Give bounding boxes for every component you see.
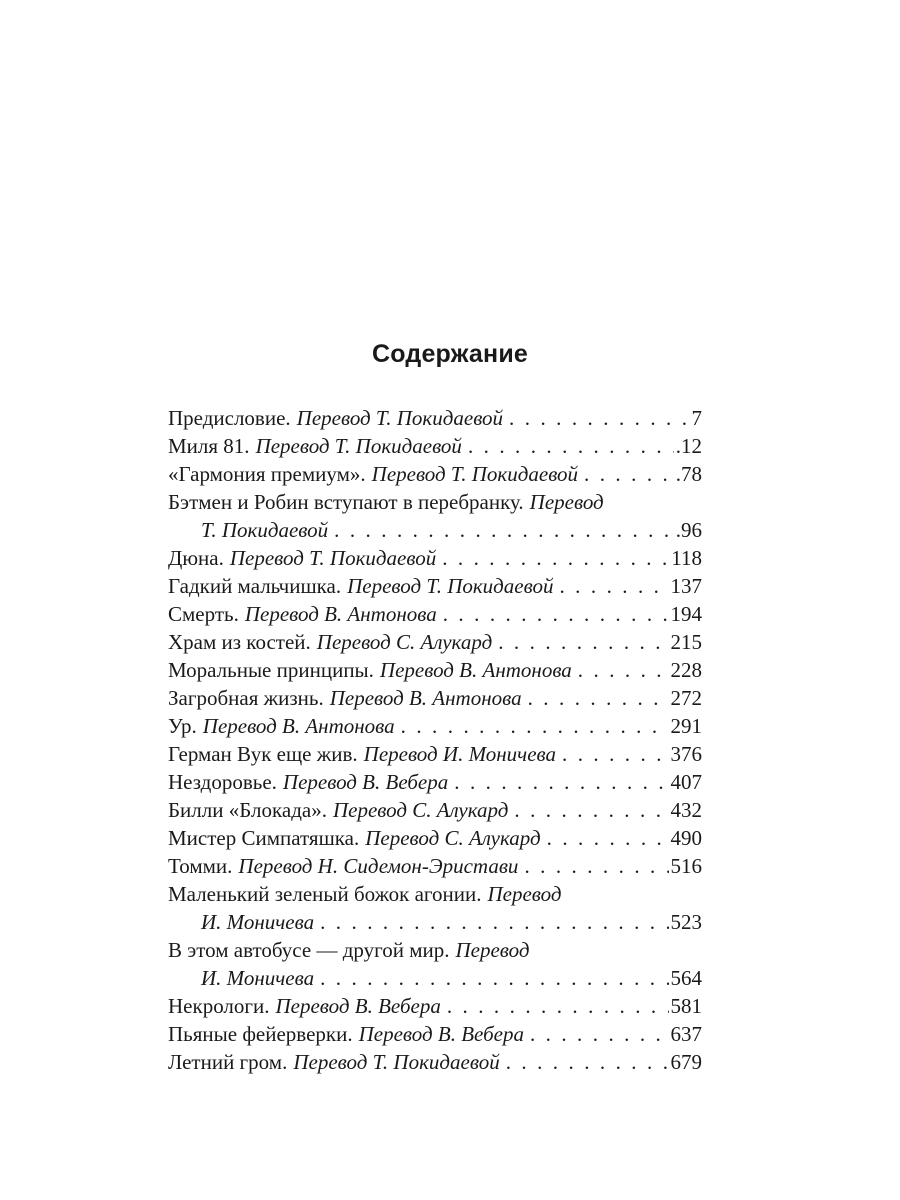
dot-leader [320,908,668,936]
toc-entry [168,712,702,740]
toc-entry-page: 7 [691,406,702,430]
toc-entry-title: «Гармония премиум». [168,462,366,486]
toc-entry-page: 490 [670,826,702,850]
toc-entry-translator: Перевод В. Антонова [202,714,395,738]
toc-entry [168,740,702,768]
toc-entry-title: Миля 81. [168,434,250,458]
toc-entry-page: 564 [670,966,702,990]
dot-leader [443,600,669,628]
dot-leader [584,460,674,488]
toc-entry-continuation [168,516,702,544]
dot-leader [401,712,669,740]
toc-entry-page: 118 [671,546,702,570]
toc-entry-translator: Перевод И. Моничева [363,742,556,766]
dot-leader [514,796,668,824]
toc-entry-translator: Перевод В. Антонова [244,602,437,626]
toc-entry-translator: Перевод [455,938,530,962]
toc-entry-page: 215 [670,630,702,654]
toc-entry-translator: Перевод В. Вебера [358,1022,524,1046]
toc-entry [168,684,702,712]
toc-entry-title: Бэтмен и Робин вступают в перебранку. [168,490,524,514]
toc-entry-page: 194 [670,602,702,626]
dot-leader [468,432,674,460]
toc-entry [168,852,702,880]
toc-entry-translator: Перевод С. Алукард [316,630,493,654]
toc-entry-translator: Перевод [487,882,562,906]
toc-entry [168,824,702,852]
toc-entry-translator: Перевод Т. Покидаевой [255,434,462,458]
toc-entry-page: 516 [670,854,702,878]
dot-leader [578,656,669,684]
toc-entry-translator: Перевод Т. Покидаевой [229,546,437,570]
toc-entry-translator-continued: И. Моничева [201,910,315,934]
toc-entry-page: 137 [670,574,702,598]
toc-entry-translator: Перевод С. Алукард [365,826,541,850]
toc-entry [168,572,702,600]
toc-entry-page: .78 [675,462,702,486]
toc-entry-translator: Перевод В. Вебера [275,994,441,1018]
toc-entry [168,936,702,964]
toc-entry-translator: Перевод Т. Покидаевой [371,462,579,486]
toc-entry [168,404,702,432]
dot-leader [562,740,669,768]
toc-entry-title: Пьяные фейерверки. [168,1022,353,1046]
toc-entry-translator: Перевод В. Вебера [282,770,449,794]
toc-entry-translator: Перевод Н. Сидемон-Эристави [238,854,519,878]
toc-entry-title: Гадкий мальчишка. [168,574,342,598]
toc-entry [168,460,702,488]
dot-leader [547,824,669,852]
dot-leader [528,684,669,712]
dot-leader [442,544,669,572]
dot-leader [498,628,668,656]
dot-leader [506,1048,669,1076]
toc-entry-title: Моральные принципы. [168,658,374,682]
toc-entry-title: Ур. [168,714,197,738]
toc-entry-page: 432 [670,798,702,822]
toc-entry [168,1020,702,1048]
toc-entry-title: В этом автобусе — другой мир. [168,938,450,962]
toc-entry-title: Предисловие. [168,406,291,430]
toc-entry-page: 291 [670,714,702,738]
toc-entry-page: 376 [670,742,702,766]
toc-entry-continuation [168,908,702,936]
toc-entry-title: Храм из костей. [168,630,311,654]
toc-entry-title: Герман Вук еще жив. [168,742,358,766]
toc-entry-translator-continued: Т. Покидаевой [201,518,329,542]
toc-entry-translator: Перевод Т. Покидаевой [293,1050,500,1074]
toc-entry-translator: Перевод Т. Покидаевой [347,574,554,598]
toc-entry-translator: Перевод С. Алукард [332,798,509,822]
toc-entry-page: 679 [670,1050,702,1074]
toc-entry-translator: Перевод В. Антонова [379,658,572,682]
dot-leader [454,768,668,796]
dot-leader [559,572,668,600]
dot-leader [320,964,668,992]
toc-entry-translator: Перевод [529,490,604,514]
toc-entry-title: Маленький зеленый божок агонии. [168,882,482,906]
toc-entry-title: Томми. [168,854,233,878]
dot-leader [447,992,669,1020]
toc-entry-page: 523 [670,910,702,934]
toc-entry-translator-continued: И. Моничева [201,966,315,990]
toc-entry-translator: Перевод Т. Покидаевой [296,406,504,430]
toc-entry-title: Дюна. [168,546,224,570]
toc-entry-page: .96 [675,518,702,542]
toc-entry-title: Летний гром. [168,1050,288,1074]
toc-entry-page: 407 [670,770,702,794]
toc-entry-page: .12 [675,434,702,458]
toc-entry-title: Смерть. [168,602,239,626]
toc-entry [168,628,702,656]
toc-entry-page: 581 [670,994,702,1018]
toc-entry [168,600,702,628]
toc-entry-page: 272 [670,686,702,710]
toc-entry [168,796,702,824]
toc-entry-page: 228 [670,658,702,682]
toc-entry-continuation [168,964,702,992]
table-of-contents [168,404,702,1076]
toc-entry [168,432,702,460]
toc-entry-title: Мистер Симпатяшка. [168,826,360,850]
page-title: Содержание [371,340,529,368]
toc-entry [168,544,702,572]
dot-leader [509,404,689,432]
toc-entry-title: Нездоровье. [168,770,277,794]
toc-entry [168,1048,702,1076]
toc-entry-title: Билли «Блокада». [168,798,327,822]
toc-entry [168,488,702,516]
toc-entry [168,880,702,908]
dot-leader [524,852,668,880]
dot-leader [530,1020,669,1048]
toc-entry [168,656,702,684]
toc-entry [168,992,702,1020]
toc-entry [168,768,702,796]
toc-entry-title: Загробная жизнь. [168,686,324,710]
dot-leader [334,516,674,544]
toc-entry-title: Некрологи. [168,994,270,1018]
toc-entry-page: 637 [670,1022,702,1046]
toc-entry-translator: Перевод В. Антонова [329,686,522,710]
